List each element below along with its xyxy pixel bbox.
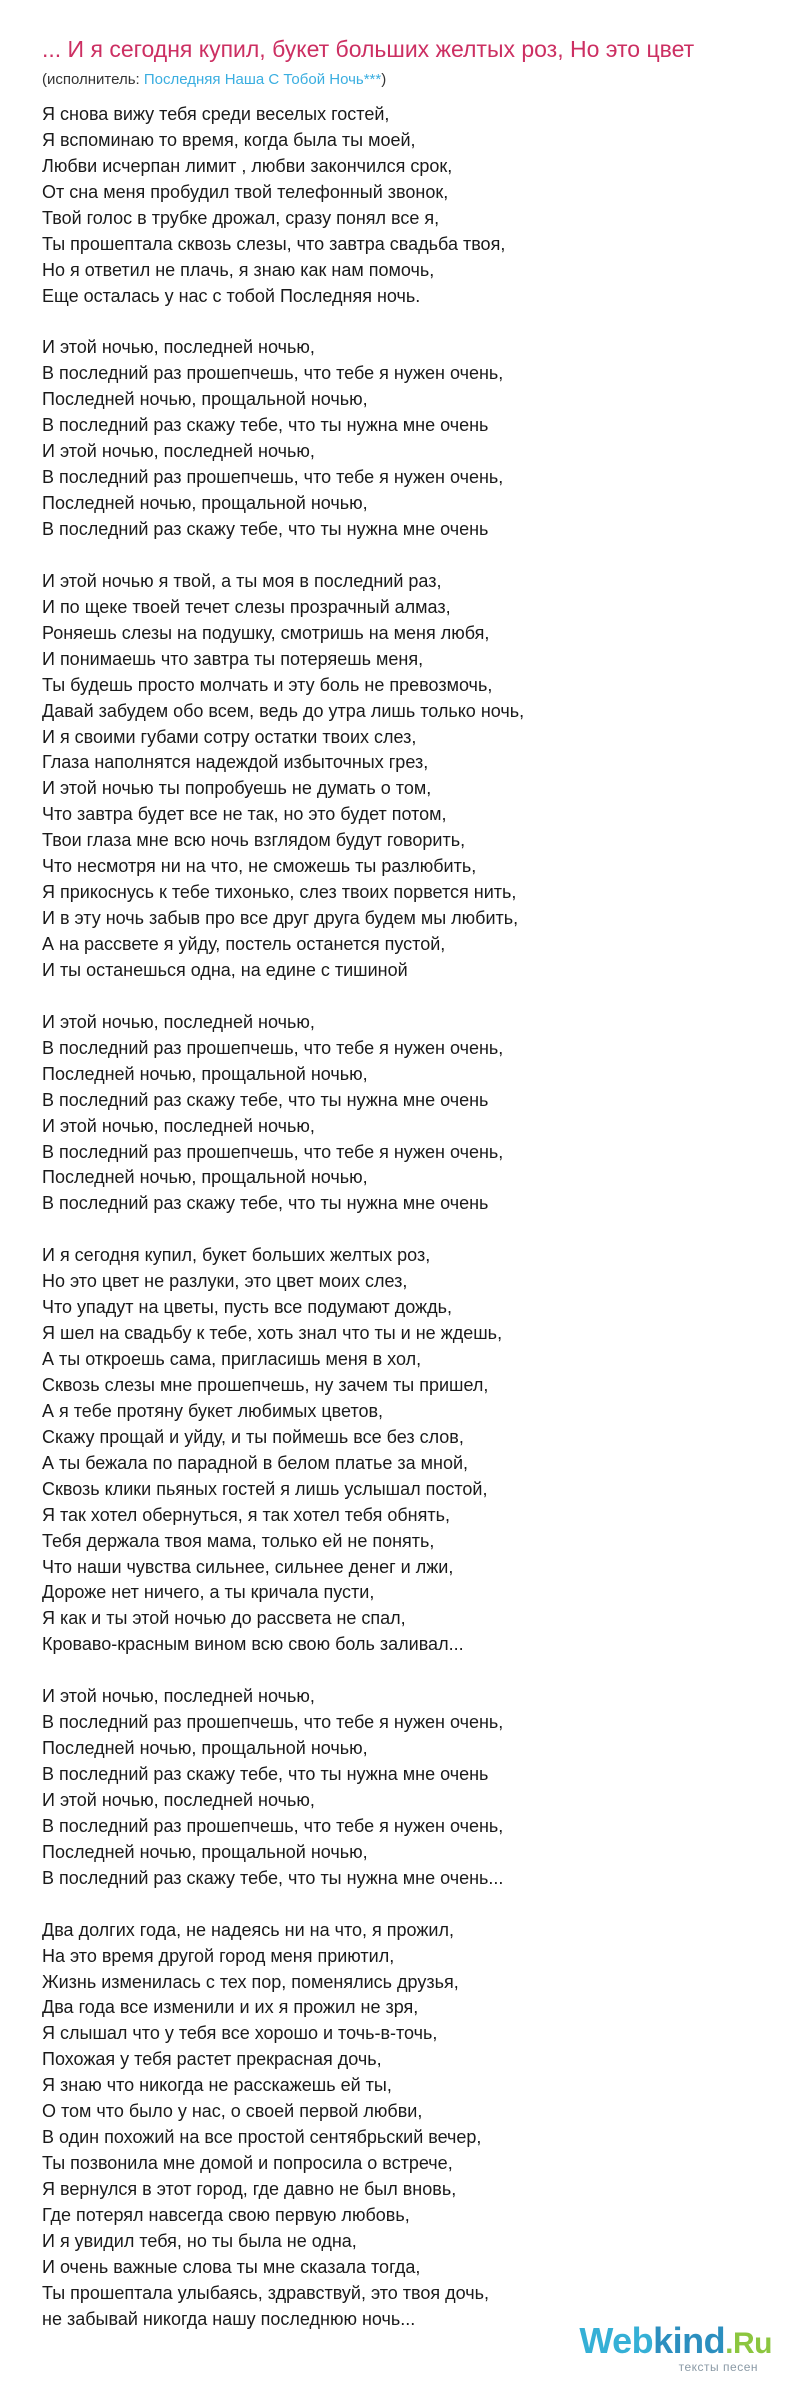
lyric-line: Сквозь слезы мне прошепчешь, ну зачем ты пришел, bbox=[42, 1374, 489, 1395]
lyric-line: И этой ночью, последней ночью, bbox=[42, 337, 315, 358]
lyric-line: И этой ночью, последней ночью, bbox=[42, 1789, 315, 1810]
lyric-line: Я слышал что у тебя все хорошо и точь-в-точь, bbox=[42, 2023, 438, 2044]
logo-web: Web bbox=[579, 2320, 654, 2361]
lyric-line: И я сегодня купил, букет больших желтых роз, bbox=[42, 1245, 431, 1266]
lyric-line: В последний раз скажу тебе, что ты нужна мне очень bbox=[42, 1089, 489, 1110]
lyric-line: И я увидил тебя, но ты была не одна, bbox=[42, 2230, 357, 2251]
webkind-logo[interactable] bbox=[579, 2321, 772, 2374]
lyric-line: Два долгих года, не надеясь ни на что, я прожил, bbox=[42, 1919, 454, 1940]
lyric-line: А на рассвете я уйду, постель останется пустой, bbox=[42, 934, 446, 954]
lyric-line: Последней ночью, прощальной ночью, bbox=[42, 1063, 368, 1084]
lyric-line: Последней ночью, прощальной ночью, bbox=[42, 1167, 368, 1188]
lyric-line: Я как и ты этой ночью до рассвета не спал, bbox=[42, 1608, 406, 1629]
lyric-line: В последний раз прошепчешь, что тебе я нужен очень, bbox=[42, 363, 504, 384]
lyric-line: Тебя держала твоя мама, только ей не понять, bbox=[42, 1530, 435, 1551]
lyric-line: И понимаешь что завтра ты потеряешь меня, bbox=[42, 648, 424, 669]
lyric-line: Ты позвонила мне домой и попросила о встрече, bbox=[42, 2153, 453, 2174]
lyric-line: И этой ночью, последней ночью, bbox=[42, 1686, 315, 1707]
lyric-line: И этой ночью, последней ночью, bbox=[42, 1011, 315, 1032]
lyric-line: В последний раз скажу тебе, что ты нужна мне очень... bbox=[42, 1867, 504, 1888]
stanza-break bbox=[42, 543, 762, 569]
lyric-line: И этой ночью, последней ночью, bbox=[42, 1115, 315, 1136]
lyric-line: Я шел на свадьбу к тебе, хоть знал что ты и не ждешь, bbox=[42, 1323, 503, 1344]
lyric-line: Я вернулся в этот город, где давно не был вновь, bbox=[42, 2179, 457, 2199]
lyric-line: Скажу прощай и уйду, и ты поймешь все без слов, bbox=[42, 1426, 464, 1447]
lyric-line: И ты останешься одна, на едине с тишиной bbox=[42, 959, 408, 980]
lyric-line: В последний раз прошепчешь, что тебе я нужен очень, bbox=[42, 1141, 504, 1162]
lyric-line: Последней ночью, прощальной ночью, bbox=[42, 389, 368, 410]
lyric-line: И этой ночью я твой, а ты моя в последний раз, bbox=[42, 570, 442, 591]
lyric-line: не забывай никогда нашу последнюю ночь... bbox=[42, 2308, 416, 2329]
lyric-line: Жизнь изменилась с тех пор, поменялись друзья, bbox=[42, 1971, 459, 1992]
lyric-line: Что несмотря ни на что, не сможешь ты разлюбить, bbox=[42, 856, 477, 877]
page-title: ... И я сегодня купил, букет больших желтых роз, Но это цвет bbox=[42, 36, 695, 62]
lyric-line: Что завтра будет все не так, но это будет потом, bbox=[42, 804, 447, 825]
lyric-line: Последней ночью, прощальной ночью, bbox=[42, 1738, 368, 1759]
lyric-line: А я тебе протяну букет любимых цветов, bbox=[42, 1400, 384, 1421]
lyric-line: В последний раз прошепчешь, что тебе я нужен очень, bbox=[42, 1815, 504, 1836]
lyric-line: А ты откроешь сама, пригласишь меня в хол, bbox=[42, 1349, 422, 1369]
lyric-line: Я вспоминаю то время, когда была ты моей, bbox=[42, 129, 416, 150]
lyric-line: И в эту ночь забыв про все друг друга будем мы любить, bbox=[42, 908, 519, 929]
artist-prefix: (исполнитель: bbox=[42, 71, 144, 88]
lyric-line: В последний раз прошепчешь, что тебе я нужен очень, bbox=[42, 467, 504, 488]
lyric-line: И очень важные слова ты мне сказала тогда, bbox=[42, 2256, 421, 2277]
stanza-break bbox=[42, 984, 762, 1010]
lyric-line: Ты прошептала сквозь слезы, что завтра свадьба твоя, bbox=[42, 233, 506, 254]
stanza-break bbox=[42, 1658, 762, 1684]
lyric-line: В последний раз скажу тебе, что ты нужна мне очень bbox=[42, 519, 489, 539]
lyric-line: Похожая у тебя растет прекрасная дочь, bbox=[42, 2049, 382, 2070]
lyric-line: Ты прошептала улыбаясь, здравствуй, это твоя дочь, bbox=[42, 2282, 490, 2303]
lyric-line: На это время другой город меня приютил, bbox=[42, 1945, 395, 1966]
lyric-line: В последний раз прошепчешь, что тебе я нужен очень, bbox=[42, 1712, 504, 1733]
lyric-line: Сквозь клики пьяных гостей я лишь услышал постой, bbox=[42, 1478, 488, 1499]
lyric-line: Я снова вижу тебя среди веселых гостей, bbox=[42, 104, 390, 124]
lyric-line: Твои глаза мне всю ночь взглядом будут говорить, bbox=[42, 830, 466, 851]
lyric-line: Глаза наполнятся надеждой избыточных грез, bbox=[42, 752, 429, 773]
lyric-line: Я прикоснусь к тебе тихонько, слез твоих порвется нить, bbox=[42, 882, 517, 903]
lyric-line: А ты бежала по парадной в белом платье за мной, bbox=[42, 1452, 469, 1473]
lyric-line: Роняешь слезы на подушку, смотришь на меня любя, bbox=[42, 622, 490, 643]
artist-suffix: ) bbox=[381, 71, 387, 88]
lyric-line: Кроваво-красным вином всю свою боль заливал... bbox=[42, 1634, 464, 1655]
logo-ru: .Ru bbox=[725, 2327, 772, 2360]
lyric-line: Давай забудем обо всем, ведь до утра лишь только ночь, bbox=[42, 700, 525, 721]
lyric-line: Где потерял навсегда свою первую любовь, bbox=[42, 2204, 410, 2225]
lyric-line: В последний раз скажу тебе, что ты нужна мне очень bbox=[42, 415, 489, 436]
logo-kind: kind bbox=[653, 2320, 726, 2361]
lyric-line: Что наши чувства сильнее, сильнее денег и лжи, bbox=[42, 1556, 454, 1577]
lyric-line: И этой ночью ты попробуешь не думать о том, bbox=[42, 778, 432, 799]
lyric-line: О том что было у нас, о своей первой любви, bbox=[42, 2101, 423, 2122]
lyric-line: В последний раз скажу тебе, что ты нужна мне очень bbox=[42, 1193, 489, 1214]
stanza-break bbox=[42, 1892, 762, 1918]
lyric-line: Я так хотел обернуться, я так хотел тебя обнять, bbox=[42, 1504, 450, 1525]
lyric-line: В последний раз скажу тебе, что ты нужна мне очень bbox=[42, 1764, 489, 1784]
lyric-line: Последней ночью, прощальной ночью, bbox=[42, 1841, 368, 1862]
lyric-line: Что упадут на цветы, пусть все подумают дождь, bbox=[42, 1297, 452, 1318]
lyric-line: В один похожий на все простой сентябрьский вечер, bbox=[42, 2127, 482, 2148]
logo-subtitle: тексты песен bbox=[678, 2360, 758, 2374]
lyric-line: Еще осталась у нас с тобой Последняя ночь. bbox=[42, 285, 421, 306]
lyric-line: Твой голос в трубке дрожал, сразу понял все я, bbox=[42, 207, 440, 228]
artist-line bbox=[42, 70, 386, 90]
lyric-line: От сна меня пробудил твой телефонный звонок, bbox=[42, 181, 449, 202]
artist-link[interactable]: Последняя Наша С Тобой Ночь*** bbox=[143, 71, 382, 88]
lyric-line: И этой ночью, последней ночью, bbox=[42, 441, 315, 462]
lyric-line: Ты будешь просто молчать и эту боль не превозмочь, bbox=[42, 674, 493, 695]
lyric-line: И я своими губами сотру остатки твоих слез, bbox=[42, 726, 417, 747]
logo-wordmark bbox=[579, 2321, 772, 2364]
lyric-line: Дороже нет ничего, а ты кричала пусти, bbox=[42, 1582, 375, 1603]
lyric-line: И по щеке твоей течет слезы прозрачный алмаз, bbox=[42, 596, 451, 617]
lyric-line: Но я ответил не плачь, я знаю как нам помочь, bbox=[42, 259, 435, 280]
lyric-line: Последней ночью, прощальной ночью, bbox=[42, 493, 368, 514]
stanza-break bbox=[42, 310, 762, 336]
lyric-line: В последний раз прошепчешь, что тебе я нужен очень, bbox=[42, 1037, 504, 1058]
stanza-break bbox=[42, 1217, 762, 1243]
lyric-line: Любви исчерпан лимит , любви закончился срок, bbox=[42, 155, 453, 176]
lyrics-body bbox=[42, 102, 762, 2333]
lyric-line: Но это цвет не разлуки, это цвет моих слез, bbox=[42, 1271, 408, 1292]
lyric-line: Я знаю что никогда не расскажешь ей ты, bbox=[42, 2075, 392, 2096]
lyric-line: Два года все изменили и их я прожил не зря, bbox=[42, 1997, 419, 2018]
